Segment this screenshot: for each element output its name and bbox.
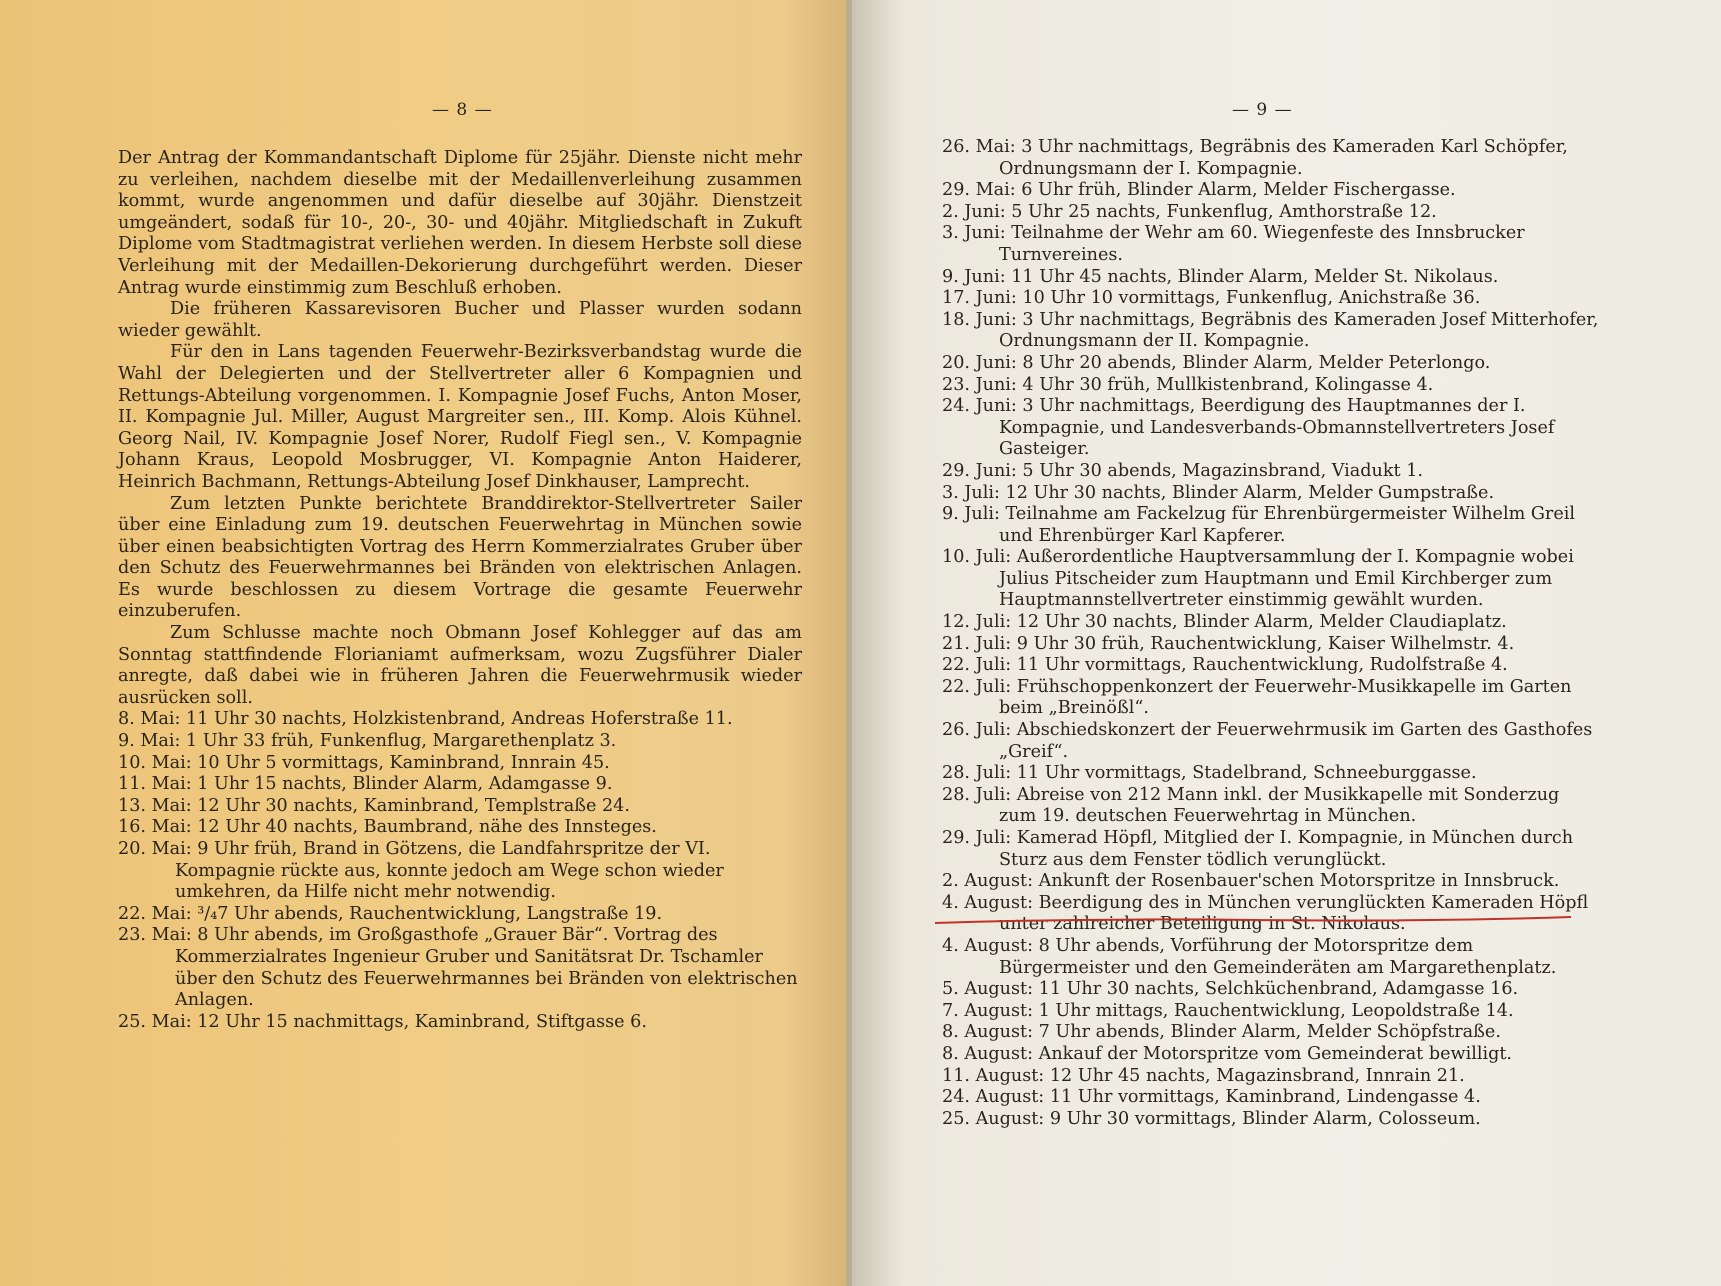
list-item: 22. Mai: ³/₄7 Uhr abends, Rauchentwicklung, Langstraße 19.	[118, 903, 663, 924]
list-item: 29. Mai: 6 Uhr früh, Blinder Alarm, Melder Fischergasse.	[942, 180, 1456, 201]
list-item: 28. Juli: 11 Uhr vormittags, Stadelbrand, Schneeburggasse.	[942, 763, 1477, 784]
list-item: 2. August: Ankunft der Rosenbauer'schen Motorspritze in Innsbruck.	[942, 871, 1560, 892]
list-item: 11. August: 12 Uhr 45 nachts, Magazinsbrand, Innrain 21.	[942, 1065, 1465, 1086]
list-item: 26. Juli: Abschiedskonzert der Feuerwehrmusik im Garten des Gasthofes „Greif“.	[942, 720, 1593, 762]
list-item: 4. August: Beerdigung des in München verunglückten Kameraden Höpfl unter zahlreicher Beteiligung in St. Nikolaus.	[942, 892, 1589, 935]
list-item: 8. August: Ankauf der Motorspritze vom Gemeinderat bewilligt.	[942, 1043, 1513, 1064]
list-item: 17. Juni: 10 Uhr 10 vormittags, Funkenflug, Anichstraße 36.	[942, 288, 1481, 309]
list-item: 20. Juni: 8 Uhr 20 abends, Blinder Alarm, Melder Peterlongo.	[942, 352, 1491, 373]
list-item: 7. August: 1 Uhr mittags, Rauchentwicklung, Leopoldstraße 14.	[942, 1000, 1514, 1021]
list-item: 29. Juni: 5 Uhr 30 abends, Magazinsbrand, Viadukt 1.	[942, 460, 1424, 481]
page-number-left: — 8 —	[432, 100, 493, 120]
list-item: 9. Juli: Teilnahme am Fackelzug für Ehrenbürgermeister Wilhelm Greil und Ehrenbürger Karl Kapferer.	[942, 504, 1575, 546]
red-underline-stroke	[935, 917, 1571, 923]
list-item: 23. Juni: 4 Uhr 30 früh, Mullkistenbrand, Kolingasse 4.	[942, 374, 1434, 395]
list-item: 9. Juni: 11 Uhr 45 nachts, Blinder Alarm, Melder St. Nikolaus.	[942, 266, 1499, 287]
page-number-right: — 9 —	[1232, 100, 1293, 120]
list-item: 16. Mai: 12 Uhr 40 nachts, Baumbrand, nähe des Innsteges.	[118, 817, 657, 838]
paragraph: Zum Schlusse machte noch Obmann Josef Kohlegger auf das am Sonntag stattfindende Florianiamt aufmerksam, wozu Zugsführer Dialer anregte, daß dabei wie in früheren Jahren die Feuerwehrmusik wieder ausrücken soll.	[118, 623, 802, 708]
list-item: 25. Mai: 12 Uhr 15 nachmittags, Kaminbrand, Stiftgasse 6.	[118, 1011, 647, 1032]
paragraph: Für den in Lans tagenden Feuerwehr-Bezirksverbandstag wurde die Wahl der Delegierten und der Stellvertreter aller 6 Kompagnien und Rettungs-Abteilung vorgenommen. I. Kompagnie Josef Fuchs, Anton Moser, II. Kompagnie Jul. Miller, August Margreiter sen., III. Komp. Alois Kühnel. Georg Nail, IV. Kompagnie Josef Norer, Rudolf Fiegl sen., V. Kompagnie Johann Kraus, Leopold Mosbrugger, VI. Kompagnie Anton Haiderer, Heinrich Bachmann, Rettungs-Abteilung Josef Dinkhauser, Lamprecht.	[118, 342, 802, 492]
list-item: 13. Mai: 12 Uhr 30 nachts, Kaminbrand, Templstraße 24.	[118, 795, 630, 816]
list-item: 26. Mai: 3 Uhr nachmittags, Begräbnis des Kameraden Karl Schöpfer, Ordnungsmann der I. Kompagnie.	[942, 137, 1568, 179]
list-item: 18. Juni: 3 Uhr nachmittags, Begräbnis des Kameraden Josef Mitterhofer, Ordnungsmann der II. Kompagnie.	[942, 309, 1599, 352]
list-item: 22. Juli: Frühschoppenkonzert der Feuerwehr-Musikkapelle im Garten beim „Breinößl“.	[942, 676, 1572, 719]
right-page	[852, 0, 1721, 1286]
left-page	[0, 0, 850, 1286]
list-item: 23. Mai: 8 Uhr abends, im Großgasthofe „Grauer Bär“. Vortrag des Kommerzialrates Ingenieur Gruber und Sanitätsrat Dr. Tschamler über den Schutz des Feuerwehrmannes bei Bränden von elektrischen Anlagen.	[118, 925, 798, 1011]
list-item: 3. Juni: Teilnahme der Wehr am 60. Wiegenfeste des Innsbrucker Turnvereines.	[942, 223, 1525, 265]
paragraph: Zum letzten Punkte berichtete Branddirektor-Stellvertreter Sailer über eine Einladung zum 19. deutschen Feuerwehrtag in München sowie über einen beabsichtigten Vortrag des Herrn Kommerzialrates Gruber über den Schutz des Feuerwehrmannes bei Bränden von elektrischen Anlagen. Es wurde beschlossen zu diesem Vortrage die gesamte Feuerwehr einzuberufen.	[118, 493, 802, 622]
paragraph: Der Antrag der Kommandantschaft Diplome für 25jähr. Dienste nicht mehr zu verleihen, nachdem dieselbe mit der Medaillenverleihung zusammen kommt, wurde angenommen und dafür dieselbe auf 30jähr. Dienstzeit umgeändert, sodaß für 10-, 20-, 30- und 40jähr. Mitgliedschaft in Zukuft Diplome vom Stadtmagistrat verliehen werden. In diesem Herbste soll diese Verleihung mit der Medaillen-Dekorierung durchgeführt werden. Dieser Antrag wurde einstimmig zum Beschluß erhoben.	[118, 148, 802, 298]
list-item: 8. Mai: 11 Uhr 30 nachts, Holzkistenbrand, Andreas Hoferstraße 11.	[118, 709, 733, 730]
list-item: 12. Juli: 12 Uhr 30 nachts, Blinder Alarm, Melder Claudiaplatz.	[942, 612, 1507, 633]
list-item: 28. Juli: Abreise von 212 Mann inkl. der Musikkapelle mit Sonderzug zum 19. deutschen Feuerwehrtag in München.	[942, 784, 1560, 827]
list-item: 20. Mai: 9 Uhr früh, Brand in Götzens, die Landfahrspritze der VI. Kompagnie rückte aus, konnte jedoch am Wege schon wieder umkehren, da Hilfe nicht mehr notwendig.	[118, 839, 724, 903]
list-item: 24. August: 11 Uhr vormittags, Kaminbrand, Lindengasse 4.	[942, 1087, 1481, 1108]
list-item: 21. Juli: 9 Uhr 30 früh, Rauchentwicklung, Kaiser Wilhelmstr. 4.	[942, 633, 1515, 654]
list-item: 10. Mai: 10 Uhr 5 vormittags, Kaminbrand, Innrain 45.	[118, 752, 610, 773]
list-item: 3. Juli: 12 Uhr 30 nachts, Blinder Alarm, Melder Gumpstraße.	[942, 482, 1495, 503]
list-item: 4. August: 8 Uhr abends, Vorführung der Motorspritze dem Bürgermeister und den Gemeinderäten am Margarethenplatz.	[942, 935, 1557, 978]
list-item: 11. Mai: 1 Uhr 15 nachts, Blinder Alarm, Adamgasse 9.	[118, 774, 613, 795]
list-item: 8. August: 7 Uhr abends, Blinder Alarm, Melder Schöpfstraße.	[942, 1022, 1501, 1043]
list-item: 22. Juli: 11 Uhr vormittags, Rauchentwicklung, Rudolfstraße 4.	[942, 655, 1508, 676]
list-item: 9. Mai: 1 Uhr 33 früh, Funkenflug, Margarethenplatz 3.	[118, 731, 617, 752]
paragraph: Die früheren Kassarevisoren Bucher und Plasser wurden sodann wieder gewählt.	[118, 299, 802, 341]
list-item: 25. August: 9 Uhr 30 vormittags, Blinder Alarm, Colosseum.	[942, 1108, 1481, 1129]
list-item: 5. August: 11 Uhr 30 nachts, Selchküchenbrand, Adamgasse 16.	[942, 979, 1519, 1000]
list-item: 24. Juni: 3 Uhr nachmittags, Beerdigung des Hauptmannes der I. Kompagnie, und Landesverbands-Obmannstellvertreters Josef Gasteiger.	[942, 396, 1555, 460]
list-item: 10. Juli: Außerordentliche Hauptversammlung der I. Kompagnie wobei Julius Pitscheider zum Hauptmann und Emil Kirchberger zum Hauptmannstellvertreter einstimmig gewählt wurden.	[942, 547, 1574, 611]
red-underline-mark	[935, 916, 1571, 926]
list-item: 2. Juni: 5 Uhr 25 nachts, Funkenflug, Amthorstraße 12.	[942, 201, 1437, 222]
list-item: 29. Juli: Kamerad Höpfl, Mitglied der I. Kompagnie, in München durch Sturz aus dem Fenster tödlich verunglückt.	[942, 828, 1574, 870]
